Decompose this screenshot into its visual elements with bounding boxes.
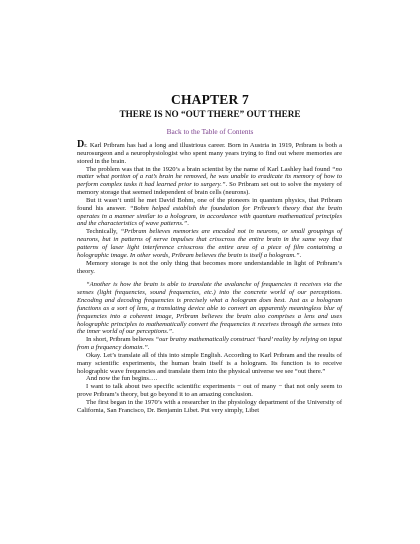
quote-hologram: “Pribram believes memories are encoded not in neurons, or small groupings of neurons, but in patterns of nerve impulses that crisscross the entire brain in the same way that patterns of laser light interference crisscross the entire area of a piece of film containing a holographic image. In other words, Pribram believes the brain is itself a hologram.”	[77, 228, 342, 259]
paragraph-technically: Technically, “Pribram believes memories are encoded not in neurons, or small groupings of neurons, but in patterns of nerve impulses that crisscross the entire brain in the same way that patterns of laser light interference crisscross the entire area of a piece of film containing a holographic image. In other words, Pribram believes the brain is itself a hologram.”.	[77, 228, 342, 259]
chapter-title: CHAPTER 7	[171, 92, 249, 107]
toc-link[interactable]: Back to the Table of Contents	[166, 127, 254, 136]
quote-bohm: “Bohm helped establish the foundation for Pribram’s theory that the brain operates in a manner similar to a hologram, in accordance with quantum mathematical principles and the characteristics of wave patterns.”	[77, 204, 342, 228]
paragraph-lashley: The problem was that in the 1920’s a brain scientist by the name of Karl Lashley had found “no matter what portion of a rat’s brain he removed, he was unable to eradicate its memory of how to perform complex tasks it had learned prior to surgery.”. So Pribram set out to solve the mystery of memory storage that seemed independent of brain cells (neurons).	[77, 165, 343, 197]
paragraph-intro: Dr. Karl Pribram has had a long and illustrious career. Born in Austria in 1919, Pribram is both a neurosurgeon and a neurophysiologist who spent many years trying to find out where memories are stored in the brain.	[77, 139, 342, 165]
paragraph-in-short: In short, Pribram believes “our brainy mathematically construct ‘hard’ reality by relying on input from a frequency domain.”.	[77, 336, 342, 352]
paragraph-bohm: But it wasn’t until he met David Bohm, one of the pioneers in quantum physics, that Pribram found his answer. “Bohm helped establish the foundation for Pribram’s theory that the brain operates in a manner similar to a hologram, in accordance with quantum mathematical principles and the characteristics of wave patterns.”.	[77, 196, 342, 228]
paragraph-fun: And now the fun begins….	[86, 375, 158, 383]
paragraph-experiments: I want to talk about two specific scientific experiments − out of many − that not only seem to prove Pribram’s theory, but go beyond it to an amazing conclusion.	[77, 383, 342, 399]
block-quote: “Another is how the brain is able to translate the avalanche of frequencies it receives via the senses (light frequencies, sound frequencies, etc.) into the concrete world of our perceptions. Encoding and decoding frequencies is precisely what a hologram does best. Just as a hologram functions as a sort of lens, a translating device able to convert an apparently meaningless blur of frequencies into a coherent image, Pribram believes the brain also comprises a lens and uses holographic principles to mathematically convert the frequencies it receives through the senses into the inner world of our perceptions.”.	[77, 281, 342, 336]
chapter-subtitle: THERE IS NO “OUT THERE” OUT THERE	[119, 109, 301, 119]
paragraph-okay: Okay. Let’s translate all of this into simple English. According to Karl Pribram and the results of many scientific experiments, the human brain itself is a hologram. Its function is to receive holographic wave frequencies and translate them into the physical universe we see “out there.”	[77, 351, 342, 375]
quote-lashley: “no matter what portion of a rat’s brain he removed, he was unable to eradicate its memory of how to perform complex tasks it had learned prior to surgery.”	[77, 165, 342, 189]
drop-cap: D	[77, 139, 85, 150]
paragraph-memory: Memory storage is not the only thing that becomes more understandable in light of Pribram’s theory.	[77, 259, 342, 275]
body-text	[77, 141, 342, 415]
paragraph-libet: The first began in the 1970’s with a researcher in the physiology department of the University of California, San Francisco, Dr. Benjamin Libet. Put very simply, Libet	[77, 399, 342, 414]
quote-frequency: “our brainy mathematically construct ‘hard’ reality by relying on input from a frequency domain.”	[77, 336, 342, 352]
